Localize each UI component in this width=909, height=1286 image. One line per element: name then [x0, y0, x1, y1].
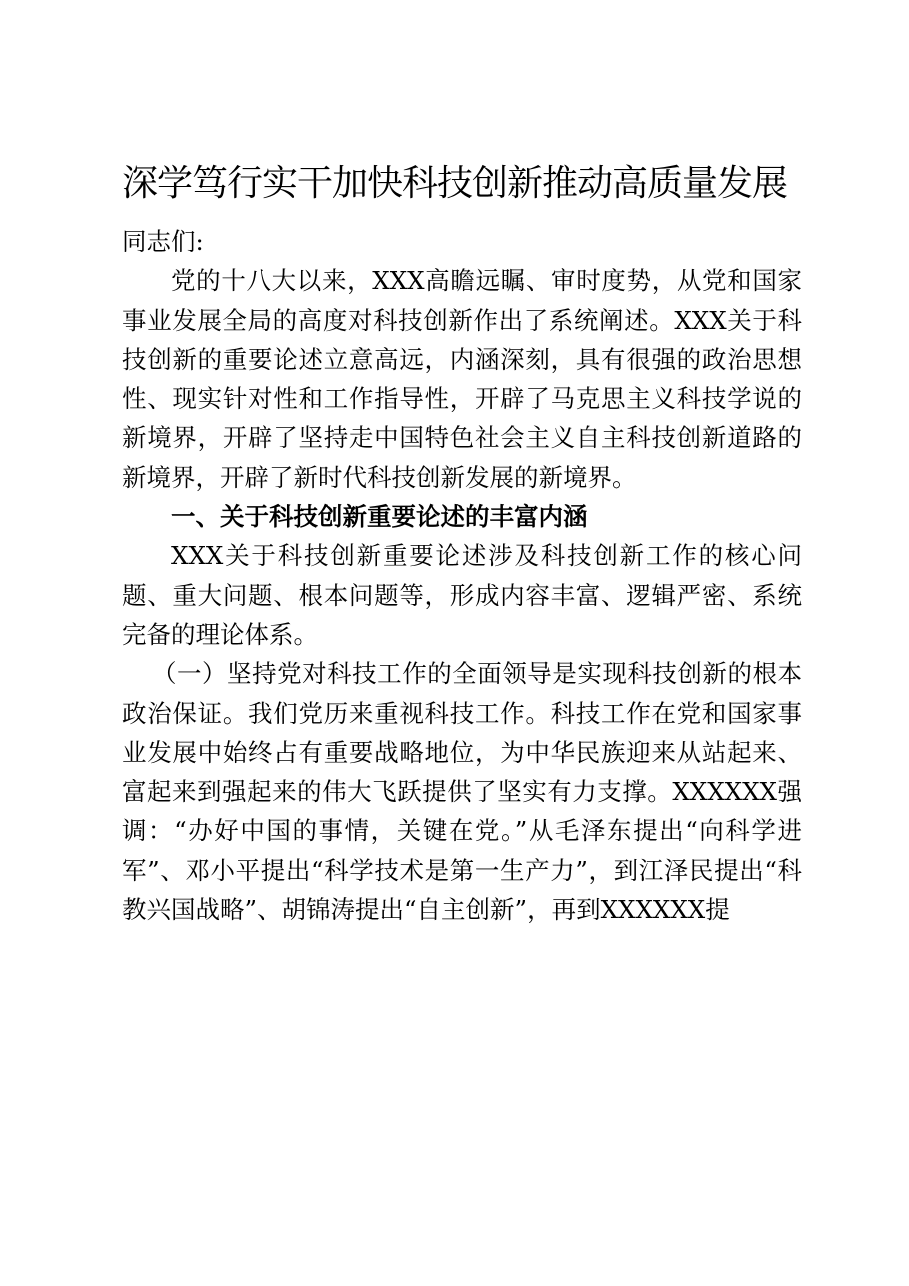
paragraph-section-1-intro: XXX关于科技创新重要论述涉及科技创新工作的核心问题、重大问题、根本问题等，形成内容丰富、逻辑严密、系统完备的理论体系。	[122, 541, 802, 649]
paragraph-subsection-1: （一）坚持党对科技工作的全面领导是实现科技创新的根本政治保证。我们党历来重视科技工作。科技工作在党和国家事业发展中始终占有重要战略地位，为中华民族迎来从站起来、富起来到强起来的伟大飞跃提供了坚实有力支撑。XXXXXX强调：“办好中国的事情，关键在党。”从毛泽东提出“向科学进军”、邓小平提出“科学技术是第一生产力”，到江泽民提出“科教兴国战略”、胡锦涛提出“自主创新”，再到XXXXXX提	[122, 659, 802, 925]
salutation: 同志们:	[122, 227, 204, 256]
section-heading-1: 一、关于科技创新重要论述的丰富内涵	[171, 502, 588, 532]
document-body	[122, 222, 802, 929]
paragraph-intro: 党的十八大以来，XXX高瞻远瞩、审时度势，从党和国家事业发展全局的高度对科技创新作出了系统阐述。XXX关于科技创新的重要论述立意高远，内涵深刻，具有很强的政治思想性、现实针对性和工作指导性，开辟了马克思主义科技学说的新境界，开辟了坚持走中国特色社会主义自主科技创新道路的新境界，开辟了新时代科技创新发展的新境界。	[122, 266, 802, 492]
document-title: 深学笃行实干加快科技创新推动高质量发展	[121, 163, 787, 204]
